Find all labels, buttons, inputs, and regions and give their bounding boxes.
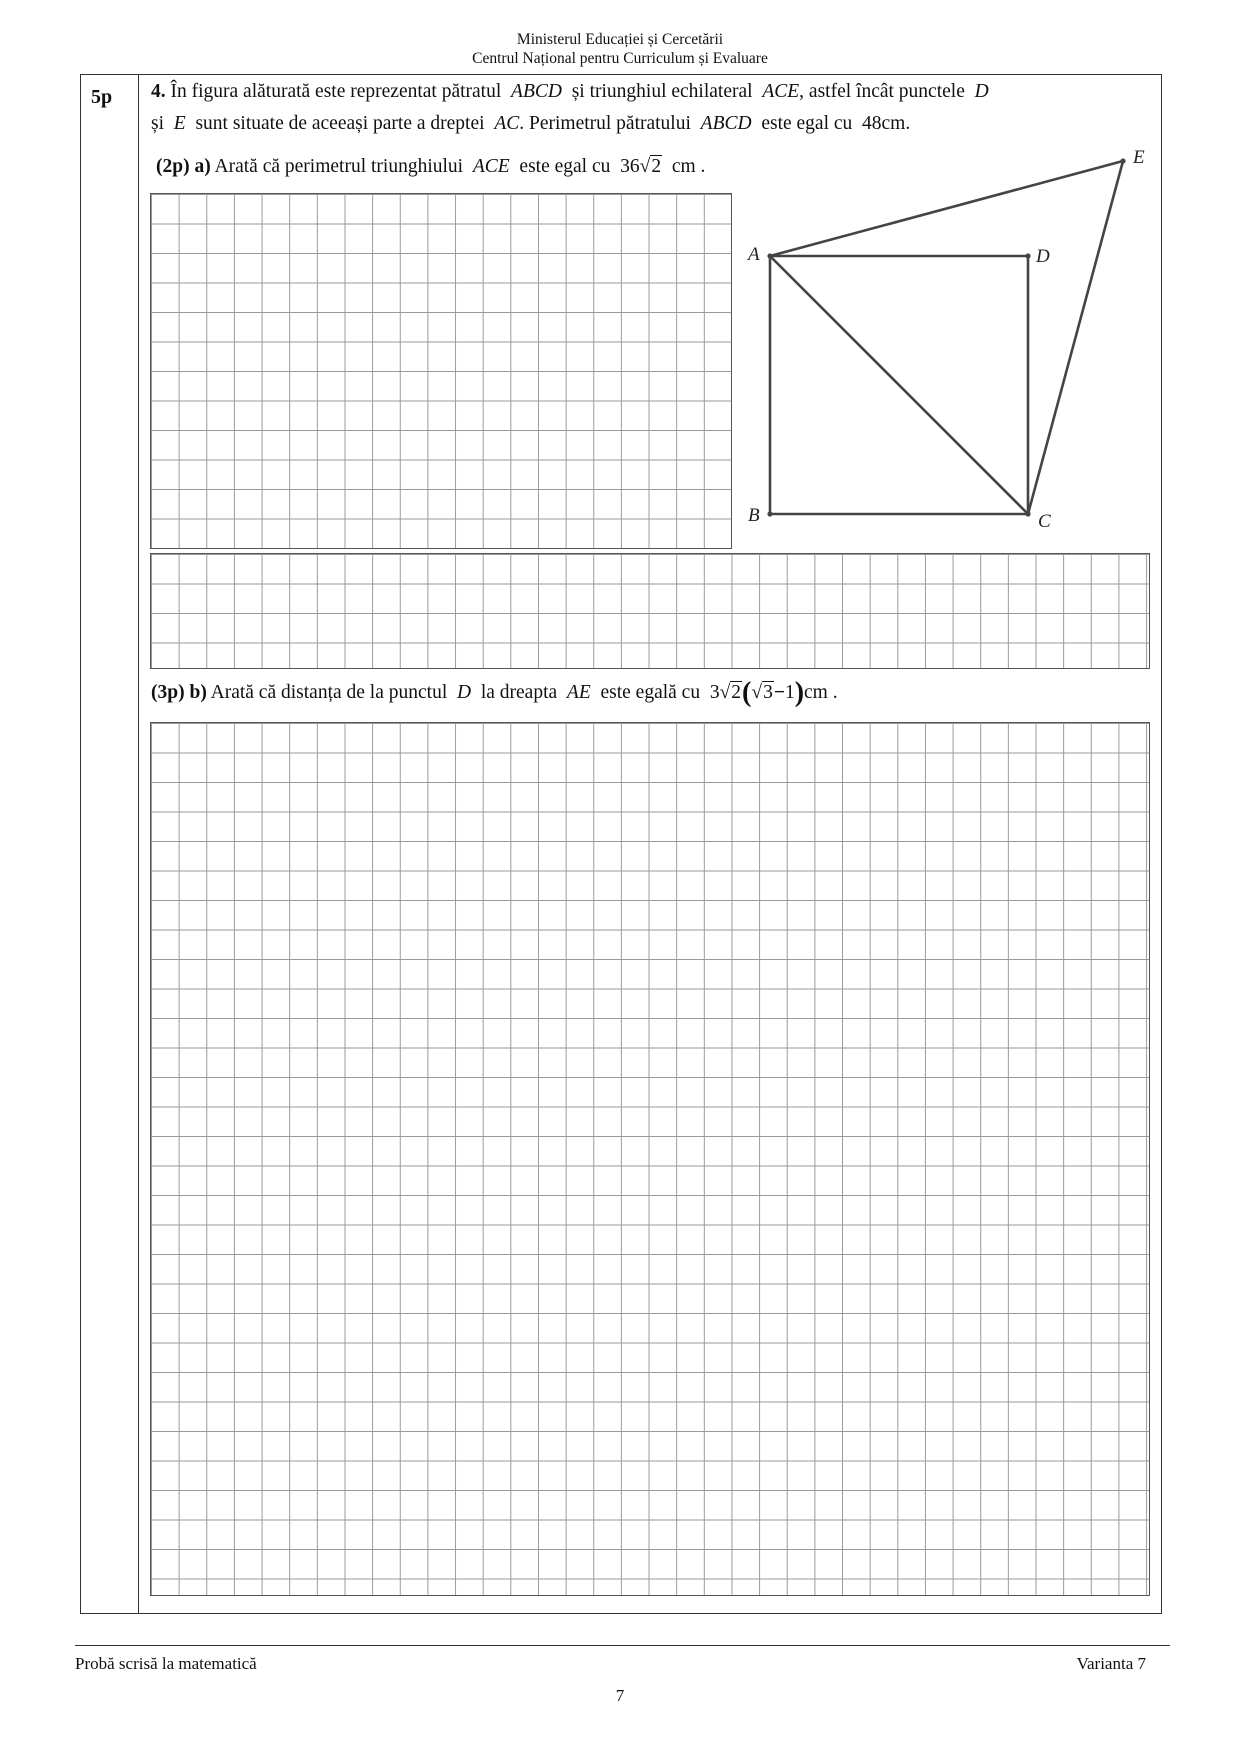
statement-text: , astfel încât punctele bbox=[799, 81, 965, 102]
var-abcd: ABCD bbox=[700, 113, 752, 134]
right-bracket: ) bbox=[794, 677, 805, 708]
answer-grid-a-top[interactable] bbox=[150, 193, 732, 549]
part-a-prompt bbox=[156, 155, 705, 179]
header-center: Centrul Național pentru Curriculum și Evaluare bbox=[472, 50, 768, 67]
part-b-text: la dreapta bbox=[480, 682, 558, 703]
var-ac: AC bbox=[494, 113, 520, 134]
perimeter-unit: cm bbox=[881, 113, 906, 134]
answer-grid-b[interactable] bbox=[150, 722, 1150, 1596]
sqrt-symbol: √ bbox=[751, 682, 763, 703]
label-e: E bbox=[1133, 147, 1145, 168]
point-b bbox=[767, 511, 772, 516]
header-ministry: Ministerul Educației și Cercetării bbox=[516, 31, 724, 48]
coef-36: 36 bbox=[620, 156, 640, 177]
var-e: E bbox=[173, 113, 186, 134]
statement-text: și triunghiul echilateral bbox=[571, 81, 753, 102]
var-ace: ACE bbox=[472, 156, 510, 177]
statement-text: . bbox=[905, 113, 911, 134]
statement-text: . Perimetrul pătratului bbox=[519, 113, 691, 134]
part-a-points: (2p) bbox=[156, 156, 190, 177]
part-b-text: este egală cu bbox=[600, 682, 701, 703]
part-b-label: b) bbox=[189, 682, 207, 703]
segment-ac bbox=[770, 256, 1028, 514]
label-d: D bbox=[1036, 246, 1050, 267]
var-abcd: ABCD bbox=[511, 81, 562, 102]
page-number: 7 bbox=[615, 1686, 625, 1705]
label-c: C bbox=[1038, 511, 1051, 532]
coef-3: 3 bbox=[709, 682, 720, 703]
statement-text: În figura alăturată este reprezentat pătratul bbox=[170, 81, 502, 102]
left-bracket: ( bbox=[742, 677, 752, 708]
var-ae: AE bbox=[566, 682, 591, 703]
geometry-figure bbox=[740, 140, 1180, 540]
part-a-text: Arată că perimetrul triunghiului bbox=[214, 156, 464, 177]
statement-text: și bbox=[151, 113, 165, 134]
point-e bbox=[1120, 158, 1125, 163]
part-a-unit: cm . bbox=[671, 156, 706, 177]
part-a-text: este egal cu bbox=[519, 156, 611, 177]
table-divider bbox=[138, 74, 139, 1614]
label-a: A bbox=[748, 244, 760, 265]
part-b-points: (3p) bbox=[151, 682, 185, 703]
sqrt-symbol: √ bbox=[719, 682, 731, 703]
exercise-number: 4. bbox=[151, 81, 166, 102]
var-ace: ACE bbox=[762, 81, 800, 102]
footer-variant: Varianta 7 bbox=[1076, 1654, 1146, 1673]
table-bottom-border bbox=[80, 1613, 1162, 1614]
footer-rule bbox=[75, 1645, 1170, 1646]
var-d: D bbox=[456, 682, 472, 703]
table-top-border bbox=[80, 74, 1162, 75]
radicand-2: 2 bbox=[731, 682, 742, 703]
minus-sign: − bbox=[773, 682, 785, 703]
statement-line-1 bbox=[151, 80, 989, 104]
statement-text: sunt situate de aceeași parte a dreptei bbox=[195, 113, 485, 134]
statement-line-2 bbox=[151, 112, 910, 136]
point-c bbox=[1025, 511, 1030, 516]
part-b-prompt bbox=[151, 677, 838, 708]
footer-exam-title: Probă scrisă la matematică bbox=[75, 1654, 257, 1673]
sqrt-symbol: √ bbox=[639, 156, 651, 177]
var-d: D bbox=[974, 81, 989, 102]
value-1: 1 bbox=[784, 682, 795, 703]
radicand-2: 2 bbox=[651, 156, 662, 177]
point-a bbox=[767, 253, 772, 258]
label-b: B bbox=[748, 505, 760, 526]
part-a-label: a) bbox=[194, 156, 211, 177]
table-left-border bbox=[80, 74, 81, 1614]
part-b-text: Arată că distanța de la punctul bbox=[210, 682, 448, 703]
exercise-points: 5p bbox=[91, 86, 113, 108]
perimeter-value: 48 bbox=[862, 113, 882, 134]
segment-ae bbox=[770, 161, 1123, 256]
statement-text: este egal cu bbox=[761, 113, 853, 134]
segment-ce bbox=[1028, 161, 1123, 514]
part-b-unit: cm . bbox=[804, 682, 838, 703]
point-d bbox=[1025, 253, 1030, 258]
answer-grid-a-bottom[interactable] bbox=[150, 553, 1150, 669]
radicand-3: 3 bbox=[763, 682, 773, 703]
